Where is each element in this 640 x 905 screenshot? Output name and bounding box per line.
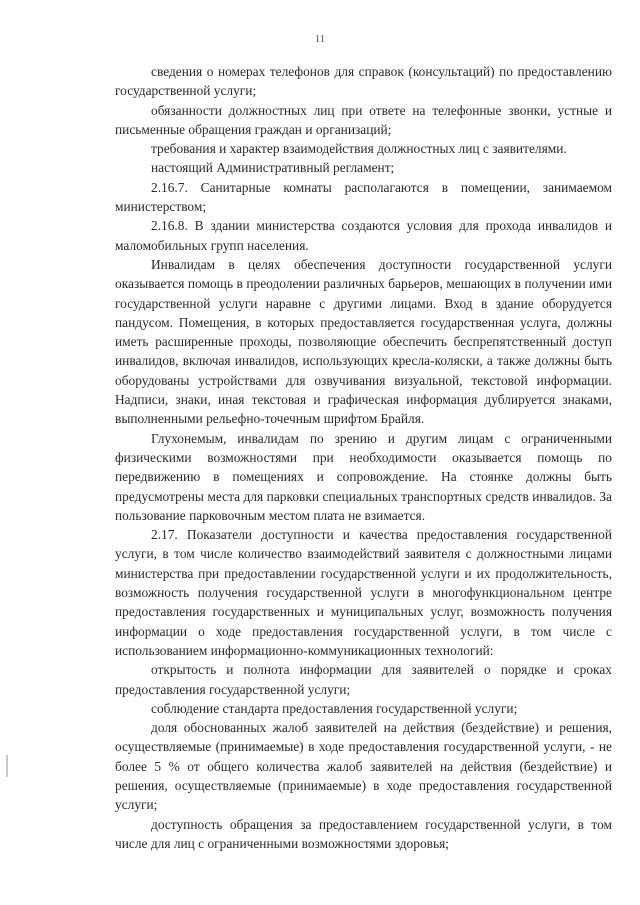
paragraph: 2.16.7. Санитарные комнаты располагаются в помещении, занимаемом министерством; [115, 179, 612, 215]
paragraph: доля обоснованных жалоб заявителей на действия (бездействие) и решения, осуществляемые (принимаемые) в ходе предоставления государственной услуги, - не более 5 % от общего количества жалоб заявителей на действия (бездействие) и решения, осуществляемые (принимаемые) в ходе предоставления государственной услуги; [115, 720, 612, 813]
paragraph: обязанности должностных лиц при ответе на телефонные звонки, устные и письменные обращения граждан и организаций; [115, 102, 612, 137]
paragraph: Глухонемым, инвалидам по зрению и другим лицам с ограниченными физическими возможностями при необходимости оказывается помощь по передвижению в помещениях и сопровождение. На стоянке должны быть предусмотрены места для парковки специальных транспортных средств инвалидов. За пользование парковочным местом плата не взимается. [115, 430, 612, 523]
paragraph: 2.16.8. В здании министерства создаются условия для прохода инвалидов и маломобильных групп населения. [115, 218, 612, 253]
paragraph: соблюдение стандарта предоставления государственной услуги; [151, 700, 518, 716]
document-body [115, 62, 612, 853]
paragraph: 2.17. Показатели доступности и качества предоставления государственной услуги, в том числе количество взаимодействий заявителя с должностными лицами министерства при предоставлении государственной услуги и их продолжительность, возможность получения государственной услуги в многофункциональном центре предоставления государственных и муниципальных услуг, возможность получения информации о ходе предоставления государственной услуги, в том числе с использованием информационно-коммуникационных технологий: [115, 527, 612, 658]
paragraph: требования и характер взаимодействия должностных лиц с заявителями. [151, 141, 567, 157]
paragraph: сведения о номерах телефонов для справок (консультаций) по предоставлению государственной услуги; [115, 64, 612, 99]
scan-margin-mark [6, 755, 8, 777]
page-number: 11 [314, 33, 326, 45]
paragraph: доступность обращения за предоставлением государственной услуги, в том числе для лиц с ограниченными возможностями здоровья; [115, 816, 612, 851]
paragraph: Инвалидам в целях обеспечения доступности государственной услуги оказывается помощь в преодолении различных барьеров, мешающих в получении ими государственной услуги наравне с другими лицами. Вход в здание оборудуется пандусом. Помещения, в которых предоставляется государственная услуга, должны иметь расширенные проходы, позволяющие обеспечить беспрепятственный доступ инвалидов, включая инвалидов, использующих кресла-коляски, а также должны быть оборудованы устройствами для озвучивания визуальной, текстовой информации. Надписи, знаки, иная текстовая и графическая информация дублируется знаками, выполненными рельефно-точечным шрифтом Брайля. [115, 256, 612, 427]
paragraph: открытость и полнота информации для заявителей о порядке и сроках предоставления государственной услуги; [115, 662, 612, 697]
paragraph: настоящий Административный регламент; [151, 160, 395, 176]
